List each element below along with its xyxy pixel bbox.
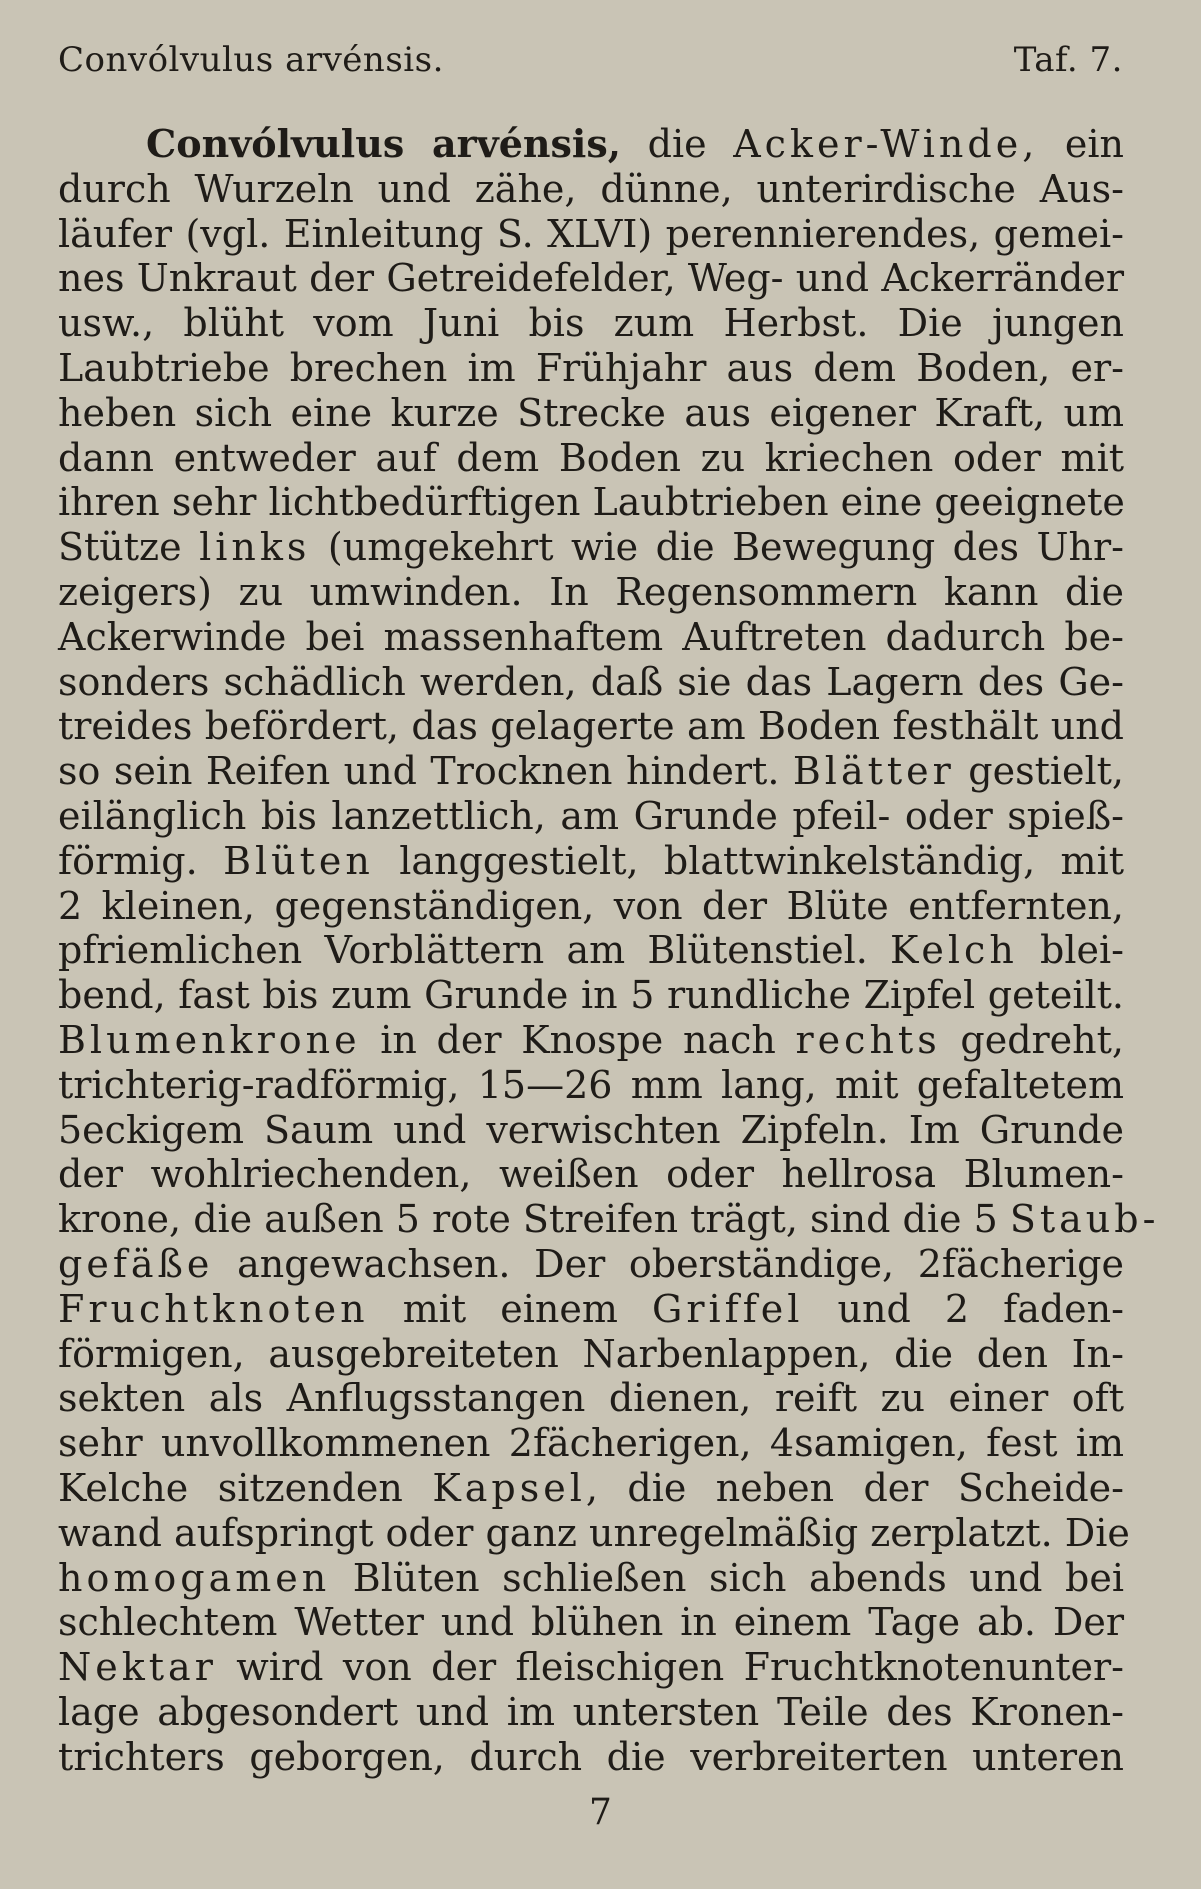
text-run: so sein Reifen und Trocknen hindert. — [58, 749, 793, 794]
spaced-term: Blätter — [792, 749, 955, 794]
text-run: förmigen, ausgebreiteten Narbenlappen, die den In- — [58, 1331, 1124, 1376]
text-run: förmig. — [58, 838, 224, 883]
text-run: gestielt, — [954, 749, 1125, 794]
text-run: 5eckigem Saum und verwischten Zipfeln. Im Grunde — [58, 1107, 1124, 1152]
running-header — [58, 40, 1123, 80]
text-line — [58, 1108, 1124, 1153]
text-line — [58, 884, 1124, 929]
text-line — [58, 1510, 1130, 1556]
text-line — [58, 1735, 1124, 1780]
text-line — [58, 928, 1124, 973]
text-run: sekten als Anflugsstangen dienen, reift zu einer oft — [58, 1376, 1124, 1421]
text-line — [58, 749, 1124, 794]
text-line — [58, 1242, 1124, 1287]
text-run: ein — [1038, 122, 1125, 166]
text-run: dann entweder auf dem Boden zu kriechen oder mit — [58, 435, 1124, 480]
text-run: angewachsen. Der oberständige, 2fächerige — [213, 1241, 1124, 1286]
text-run: Laubtriebe brechen im Frühjahr aus dem Boden, er- — [58, 345, 1124, 390]
text-line — [58, 256, 1124, 301]
text-line — [58, 301, 1124, 346]
text-line — [58, 1690, 1124, 1735]
text-line — [58, 525, 1124, 570]
text-run: gedreht, — [940, 1017, 1124, 1062]
species-name: Convólvulus arvénsis, — [146, 121, 621, 166]
text-run: der wohlriechenden, weißen oder hellrosa Blumen- — [58, 1152, 1124, 1197]
text-line — [58, 1197, 1160, 1242]
text-run: eilänglich bis lanzettlich, am Grunde pfeil- oder spieß- — [58, 793, 1124, 838]
text-line — [58, 167, 1124, 212]
header-species-title: Convólvulus arvénsis. — [58, 40, 444, 80]
text-run: usw., blüht vom Juni bis zum Herbst. Die jungen — [58, 301, 1124, 346]
text-line — [58, 1152, 1124, 1197]
text-line — [58, 1421, 1124, 1466]
text-run: treides befördert, das gelagerte am Boden festhält und — [58, 704, 1124, 749]
text-line — [58, 794, 1124, 839]
text-line — [58, 1018, 1124, 1063]
text-run: mit einem — [368, 1286, 652, 1331]
text-line — [58, 212, 1124, 257]
spaced-term: links — [199, 525, 311, 570]
spaced-term: Fruchtknoten — [58, 1286, 369, 1331]
text-run: wird von der fleischigen Fruchtknotenunter- — [216, 1645, 1124, 1690]
text-line — [58, 1556, 1124, 1601]
text-run: durch Wurzeln und zähe, dünne, unterirdische Aus- — [58, 166, 1124, 211]
text-line — [58, 615, 1124, 660]
text-run: ihren sehr lichtbedürftigen Laubtrieben eine geeignete — [58, 480, 1125, 525]
spaced-term: Blüten — [223, 838, 374, 883]
spaced-term: Nektar — [58, 1645, 217, 1690]
text-line — [58, 1063, 1124, 1108]
text-line — [58, 973, 1124, 1018]
text-run: bend, fast bis zum Grunde in 5 rundliche Zipfel geteilt. — [58, 973, 1124, 1018]
spaced-term: Kelch — [890, 928, 1018, 973]
text-run: die — [621, 122, 734, 166]
text-run: und 2 faden- — [803, 1286, 1124, 1331]
text-run: Kelche sitzenden — [58, 1465, 433, 1510]
page-number: 7 — [589, 1792, 612, 1833]
text-run: , die neben der Scheide- — [585, 1465, 1124, 1510]
text-line — [58, 1376, 1124, 1421]
text-run: schlechtem Wetter und blühen in einem Tage ab. Der — [58, 1600, 1124, 1645]
text-run: in der Knospe nach — [360, 1017, 796, 1062]
text-line — [58, 839, 1124, 884]
text-run: läufer (vgl. Einleitung S. XLVI) perennierendes, gemei- — [58, 211, 1124, 256]
text-line — [58, 1600, 1124, 1645]
text-run: trichterig-radförmig, 15—26 mm lang, mit gefaltetem — [58, 1062, 1124, 1107]
text-run: Blüten schließen sich abends und bei — [330, 1555, 1124, 1600]
spaced-term: Staub- — [1009, 1197, 1160, 1242]
text-run: (umgekehrt wie die Bewegung des Uhr- — [310, 525, 1124, 570]
text-run: langgestielt, blattwinkelständig, mit — [373, 838, 1125, 883]
spaced-term: Griffel — [652, 1286, 804, 1331]
spaced-term: Blumenkrone — [58, 1017, 361, 1062]
spaced-term: homogamen — [58, 1555, 331, 1600]
text-run: Ackerwinde bei massenhaftem Auftreten dadurch be- — [58, 614, 1124, 659]
text-run: nes Unkraut der Getreidefelder, Weg- und Ackerränder — [58, 256, 1124, 301]
text-line — [58, 122, 1124, 167]
text-line — [58, 1645, 1124, 1690]
text-line — [58, 1287, 1124, 1332]
text-line — [58, 480, 1124, 525]
body-text — [58, 121, 1160, 1779]
text-run: lage abgesondert und im untersten Teile des Kronen- — [58, 1689, 1124, 1734]
text-run: pfriemlichen Vorblättern am Blütenstiel. — [58, 928, 891, 973]
text-line — [58, 346, 1124, 391]
text-run: blei- — [1017, 928, 1124, 973]
spaced-term: gefäße — [58, 1241, 214, 1286]
text-run: wand aufspringt oder ganz unregelmäßig zerplatzt. Die — [58, 1510, 1130, 1555]
text-line — [58, 660, 1124, 705]
header-plate-number: Taf. 7. — [1013, 40, 1123, 80]
text-line — [58, 704, 1124, 749]
text-run: sehr unvollkommenen 2fächerigen, 4samigen, fest im — [58, 1421, 1124, 1466]
spaced-term: Kapsel — [432, 1465, 586, 1510]
text-line — [58, 436, 1124, 481]
text-line — [58, 391, 1124, 436]
text-run: sonders schädlich werden, daß sie das Lagern des Ge- — [58, 659, 1124, 704]
text-run: zeigers) zu umwinden. In Regensommern kann die — [58, 569, 1124, 614]
text-run: trichters geborgen, durch die verbreiterten unteren — [58, 1734, 1124, 1779]
text-run: 2 kleinen, gegenständigen, von der Blüte entfernten, — [58, 883, 1124, 928]
text-run: heben sich eine kurze Strecke aus eigener Kraft, um — [58, 390, 1124, 435]
text-line — [58, 1466, 1124, 1511]
text-run: Stütze — [58, 525, 200, 570]
spaced-term: Acker-Winde, — [733, 122, 1039, 166]
spaced-term: rechts — [795, 1017, 941, 1062]
text-line — [58, 570, 1124, 615]
text-line — [58, 1332, 1124, 1377]
text-run: krone, die außen 5 rote Streifen trägt, sind die 5 — [58, 1197, 1010, 1242]
